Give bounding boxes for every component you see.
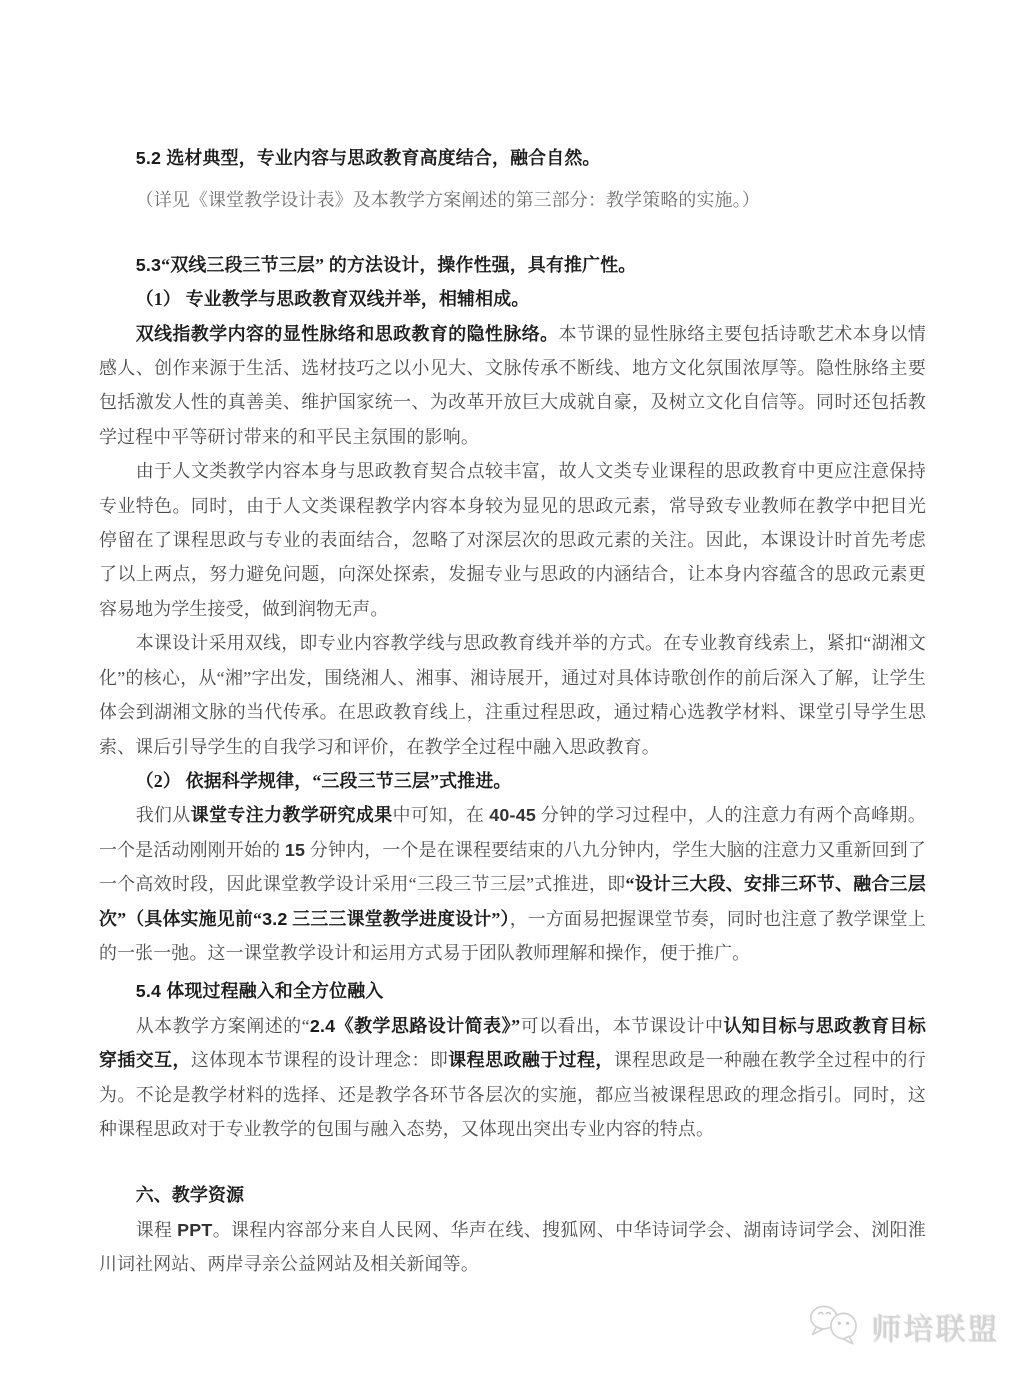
text-run: 15	[284, 839, 306, 860]
text-run: 从本教学方案阐述的“	[135, 1015, 310, 1036]
text-run: 课程思政融于过程，	[448, 1050, 614, 1071]
text-run: 由于人文类教学内容本身与思政教育契合点较丰富，故人文类专业课程的思政教育中更应注意保持专业特色。同时，由于人文类课程教学内容本身较为显见的思政元素，常导致专业教师在教学中把目光停留在了课程思政与专业的表面结合，忽略了对深层次的思政元素的关注。因此，本课设计时首先考虑了以上两点，努力避免问题，向深处探索，发掘专业与思政的内涵结合，让本身内容蕴含的思政元素更容易地为学生接受，做到润物无声。	[99, 461, 926, 619]
text-run: 六、教学资源	[135, 1185, 245, 1206]
text-run: 三三三课堂教学进度设计”）	[287, 908, 510, 929]
heading-5-2	[99, 141, 926, 175]
text-run: 双线指教学内容的显性脉络和思政教育的隐性脉络。	[135, 323, 559, 344]
text-run: 40-45	[489, 805, 536, 826]
text-run: “双线三段三节三层” 的方法设计，操作性强，具有推广性。	[161, 254, 637, 275]
text-run: 体现过程融入和全方位融入	[166, 981, 384, 1002]
paragraph-dual-line	[99, 317, 926, 455]
watermark	[808, 1302, 999, 1350]
paragraph-resources	[99, 1213, 926, 1282]
text-run: “设计三大段、安排三环节、融合三层次”（具体实施见前“	[99, 874, 926, 929]
paragraph-process	[99, 1009, 926, 1147]
heading-5-4	[99, 974, 926, 1008]
text-run: 3.2	[262, 908, 288, 929]
text-run: 2.4	[309, 1015, 336, 1036]
text-run: PPT	[177, 1219, 213, 1240]
text-run: 选材典型，专业内容与思政教育高度结合，融合自然。	[166, 148, 601, 168]
text-run: 。课程内容部分来自人民网、华声在线、搜狐网、中华诗词学会、湖南诗词学会、浏阳淮川词社网站、两岸寻亲公益网站及相关新闻等。	[99, 1219, 926, 1275]
text-run: 5.4	[135, 981, 167, 1002]
text-run: 《教学思路设计简表》”	[335, 1015, 521, 1036]
heading-6	[99, 1178, 926, 1212]
text-run: （详见《课堂教学设计表》及本教学方案阐述的第三部分：教学策略的实施。）	[135, 190, 760, 211]
text-run: 本课设计采用双线，即专业内容教学线与思政教育线并举的方式。在专业教育线索上，紧扣“湖湘文化”的核心，从“湘”字出发，围绕湘人、湘事、湘诗展开，通过对具体诗歌创作的前后深入了解，让学生体会到湖湘文脉的当代传承。在思政教育线上，注重过程思政，通过精心选教学材料、课堂引导学生思索、课后引导学生的自我学习和评价，在教学全过程中融入思政教育。	[99, 633, 926, 757]
paragraph-humanities	[99, 454, 926, 626]
text-run: 5.2	[135, 148, 167, 168]
subheading-1	[99, 282, 926, 316]
text-run: 课堂专注力教学研究成果	[190, 805, 393, 826]
watermark-label: 师培联盟	[871, 1313, 999, 1346]
text-run: 5.3	[135, 254, 162, 275]
text-run: 中可知，在	[392, 805, 490, 826]
text-run: 可以看出，本节课设计中	[520, 1015, 724, 1036]
text-run: 认知目标与思政教育目标穿插交互，	[99, 1015, 926, 1071]
note-detail	[99, 183, 926, 217]
text-run: 这体现本节课程的设计理念：即	[190, 1050, 449, 1071]
text-run: 我们从	[135, 805, 191, 826]
text-run: 分钟的学习过程中，人的注意力有两个高峰期。一个是活动刚刚开始的	[99, 805, 926, 860]
wechat-logo-icon	[808, 1302, 864, 1350]
paragraph-attention	[99, 798, 926, 970]
text-run: ，一方面易把握课堂节奏，同时也注意了教学课堂上的一张一弛。这一课堂教学设计和运用方式易于团队教师理解和操作，便于推广。	[99, 908, 926, 963]
text-run: 分钟内，一个是在课程要结束的八九分钟内，学生大脑的注意力又重新回到了一个高效时段，因此课堂教学设计采用“三段三节三层”式推进，即	[99, 839, 926, 895]
text-run: 课程思政是一种融在教学全过程中的行为。不论是教学材料的选择、还是教学各环节各层次的实施，都应当被课程思政的理念指引。同时，这种课程思政对于专业教学的包围与融入态势，又体现出突出专业内容的特点。	[99, 1050, 926, 1139]
text-run: 本节课的显性脉络主要包括诗歌艺术本身以情感人、创作来源于生活、选材技巧之以小见大、文脉传承不断线、地方文化氛围浓厚等。隐性脉络主要包括激发人性的真善美、维护国家统一、为改革开放巨大成就自豪，及树立文化自信等。同时还包括教学过程中平等研讨带来的和平民主氛围的影响。	[99, 323, 926, 447]
text-run: （1） 专业教学与思政教育双线并举，相辅相成。	[135, 289, 530, 310]
document-body	[99, 141, 926, 1282]
text-run: （2） 依据科学规律，“三段三节三层”式推进。	[135, 770, 512, 791]
subheading-2	[99, 764, 926, 798]
text-run: 课程	[135, 1219, 178, 1240]
paragraph-course-design	[99, 626, 926, 764]
heading-5-3	[99, 248, 926, 282]
